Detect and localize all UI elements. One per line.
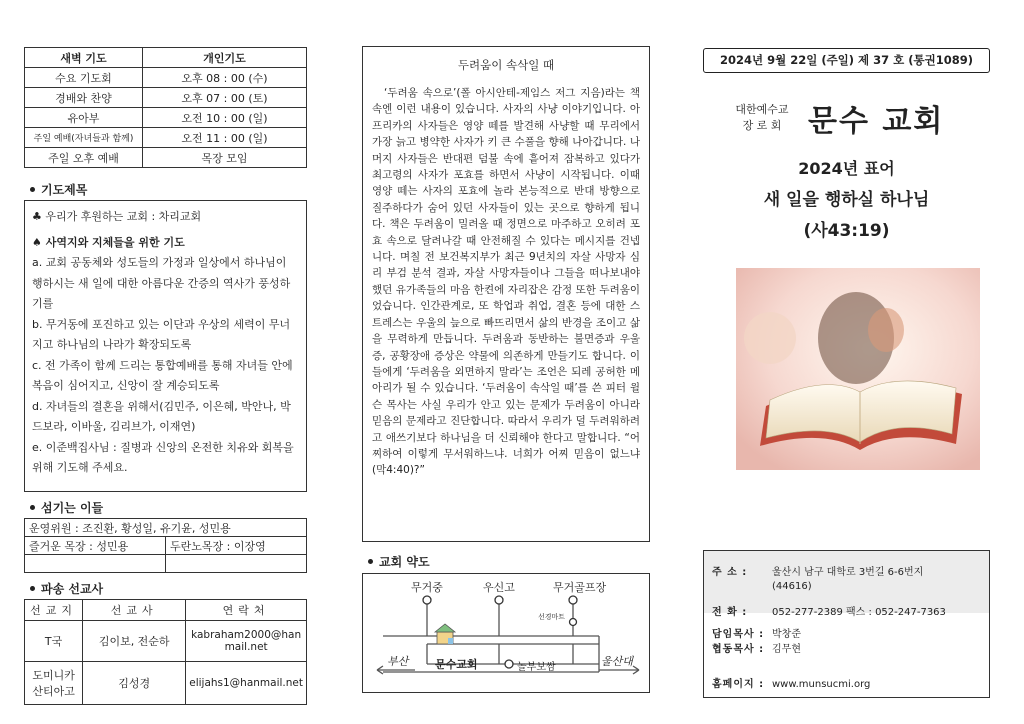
pastor-row: 담임목사 : 박창준 <box>712 629 801 640</box>
group-leader: 즐거운 목장 : 성민용 <box>25 537 166 555</box>
location-pin-icon <box>423 596 431 604</box>
church-map <box>362 573 650 693</box>
missionary-row <box>25 662 307 705</box>
copastor-row: 협동목사 : 김무현 <box>712 644 801 655</box>
supported-church: ♣ 우리가 후원하는 교회 : 차리교회 <box>32 210 202 223</box>
committee-members: 운영위원 : 조진환, 황성일, 유기윤, 성민용 <box>25 519 307 537</box>
missionary-email: kabraham2000@hanmail.net <box>186 621 307 662</box>
prayer-item: c. 전 가족이 함께 드리는 통합예배를 통해 자녀들 안에 복음이 심어지고, 신앙이 잘 계승되도록 <box>32 358 293 392</box>
location-pin-icon <box>505 660 513 668</box>
servers-row <box>25 555 307 573</box>
bulletin-date: 2024년 9월 22일 (주일) 제 37 호 (통권1089) <box>703 48 990 73</box>
column-title: 두려움이 속삭일 때 <box>457 58 555 72</box>
column-header: 연락처 <box>186 600 307 621</box>
direction-label: 울산대 <box>601 655 633 668</box>
worship-row <box>25 68 307 88</box>
landmark-label: 놀부보쌈 <box>517 662 556 673</box>
servers-row <box>25 537 307 555</box>
missionary-name: 김이보, 전순하 <box>83 621 186 662</box>
landmark-label: 선경마트 <box>538 613 566 621</box>
column-header: 선교지 <box>25 600 83 621</box>
empty-cell <box>25 555 166 573</box>
column-body: ‘두려움 속으로’(폴 아시안테-제임스 저그 지음)라는 책 속엔 이런 내용이 있습니다. 사자의 사냥 이야기입니다. 아프리카의 사자들은 영양 떼를 발견해 사냥할 때 무리에서 가장 늙고 병약한 사자가 키 큰 수풀을 향해 나아갑니다. 나머지 사자들은 반대편 덤불 속에 흩어져 잠복하고 있다가 최고령의 사자가 포효를 하면서 사냥이 시작됩니다. 이때 영양 떼는 사자의 포효에 놀라 본능적으로 반대 방향으로 질주하다가 숨어 있던 사자들이 있는 곳으로 향하게 됩니다. 책은 두려움이 밀려올 때 정면으로 마주하고 오히려 포효 속으로 달려나갈 때 안전해질 수 있다는 메시지를 건넵니다. 며칠 전 보건복지부가 최근 9년치의 자살 사망자 심리 부검 분석 결과, 자살 사망자들이나 그들을 떠나보내야 했던 유가족들의 마음 한켠에 자리잡은 감정 또한 두려움이었습니다. 인간관계로, 또 학업과 취업, 결혼 등에 대한 스트레스는 우울의 늪으로 빠뜨리면서 삶의 반경을 조이고 삶을 무력하게 만듭니다. 두려움과 동반하는 불면증과 우울증, 공황장애 증상은 약물에 의존하게 만들기도 합니다. 이들에게 ‘두려움을 외면하지 말라’는 조언은 되레 공허한 메아리가 될 수 있습니다. ‘두려움이 속삭일 때’를 쓴 피터 윌슨 목사는 사실 우리가 안고 있는 문제가 두려움이 아니라 믿음의 문제라고 진단합니다. 따라서 우리가 덜 두려워하려고 애쓰기보다 하나님을 더 신뢰해야 한다고 말합니다. “어찌하여 이렇게 무서워하느냐. 너희가 어찌 믿음이 없느냐(막4:40)?” <box>372 87 640 477</box>
bullet-icon <box>30 187 35 192</box>
bullet-icon <box>368 559 373 564</box>
worship-name: 주일 예배(자녀들과 함께) <box>25 128 143 148</box>
church-label: 문수교회 <box>435 658 478 671</box>
missionary-email: elijahs1@hanmail.net <box>186 662 307 705</box>
servers-heading: 섬기는 이들 <box>24 499 103 516</box>
location-pin-icon <box>569 596 577 604</box>
missionary-row <box>25 621 307 662</box>
landmark-label: 무거중 <box>411 581 443 594</box>
bible-photo <box>736 268 980 470</box>
motto-year: 2024년 표어 <box>798 159 895 178</box>
church-name: 문수 교회 <box>808 104 945 139</box>
prayer-heading: 기도제목 <box>24 181 87 198</box>
worship-time: 오후 07 : 00 (토) <box>143 88 307 108</box>
mission-field: 도미니카 산티아고 <box>25 662 83 705</box>
prayer-box <box>24 200 307 492</box>
bullet-icon <box>30 505 35 510</box>
worship-schedule-table <box>24 47 307 168</box>
worship-name: 수요 기도회 <box>25 68 143 88</box>
church-info-box <box>703 550 990 698</box>
zip-code: (44616) <box>772 581 812 592</box>
missionary-table <box>24 599 307 705</box>
prayer-item: a. 교회 공동체와 성도들의 가정과 일상에서 하나님이 행하시는 새 일에 대한 아름다운 간증의 역사가 풍성하기를 <box>32 256 291 310</box>
prayer-subheading: ♠ 사역지와 지체들을 위한 기도 <box>32 235 185 249</box>
pastoral-column <box>362 46 650 542</box>
servers-row <box>25 519 307 537</box>
worship-time: 오전 11 : 00 (일) <box>143 128 307 148</box>
empty-cell <box>166 555 307 573</box>
missionary-header-row <box>25 600 307 621</box>
church-building-icon <box>435 624 455 644</box>
worship-row <box>25 128 307 148</box>
worship-time: 목장 모임 <box>143 148 307 168</box>
worship-name: 유아부 <box>25 108 143 128</box>
prayer-item: d. 자녀들의 결혼을 위해서(김민주, 이은혜, 박안나, 박드보라, 이바울, 김리브가, 이재연) <box>32 399 291 433</box>
landmark-label: 무거골프장 <box>553 581 607 594</box>
worship-time: 오후 08 : 00 (수) <box>143 68 307 88</box>
worship-name: 새벽 기도 <box>25 48 143 68</box>
mission-heading: 파송 선교사 <box>24 580 103 597</box>
worship-name: 주일 오후 예배 <box>25 148 143 168</box>
mission-field: T국 <box>25 621 83 662</box>
direction-label: 부산 <box>387 655 409 668</box>
directions-heading: 교회 약도 <box>362 553 430 570</box>
location-pin-icon <box>495 596 503 604</box>
motto-text: 새 일을 행하실 하나님 <box>763 190 930 210</box>
group-leader: 두란노목장 : 이장영 <box>166 537 307 555</box>
worship-time: 개인기도 <box>143 48 307 68</box>
denomination: 대한예수교 장 로 회 <box>735 103 789 132</box>
prayer-item: e. 이준백집사님 : 질병과 신앙의 온전한 치유와 회복을 위해 기도해 주세요. <box>32 440 294 474</box>
landmark-label: 우신고 <box>483 581 515 594</box>
column-header: 선교사 <box>83 600 186 621</box>
phone-row: 전 화 : 052-277-2389 팩스 : 052-247-7363 <box>712 607 946 618</box>
open-bible-image <box>736 268 980 470</box>
worship-row <box>25 88 307 108</box>
prayer-item: b. 무거동에 포진하고 있는 이단과 우상의 세력이 무너지고 하나님의 나라가 확장되도록 <box>32 317 291 351</box>
servers-table <box>24 518 307 573</box>
worship-time: 오전 10 : 00 (일) <box>143 108 307 128</box>
location-pin-icon <box>570 619 577 626</box>
worship-row <box>25 108 307 128</box>
missionary-name: 김성경 <box>83 662 186 705</box>
bullet-icon <box>30 586 35 591</box>
motto-verse: (사43:19) <box>803 221 890 241</box>
worship-row <box>25 148 307 168</box>
homepage-link[interactable]: www.munsucmi.org <box>772 679 871 690</box>
worship-row <box>25 48 307 68</box>
worship-name: 경배와 찬양 <box>25 88 143 108</box>
homepage-row: 홈페이지 : www.munsucmi.org <box>712 679 871 690</box>
address-row: 주 소 : 울산시 남구 대학로 3번길 6-6번지 <box>712 567 924 578</box>
